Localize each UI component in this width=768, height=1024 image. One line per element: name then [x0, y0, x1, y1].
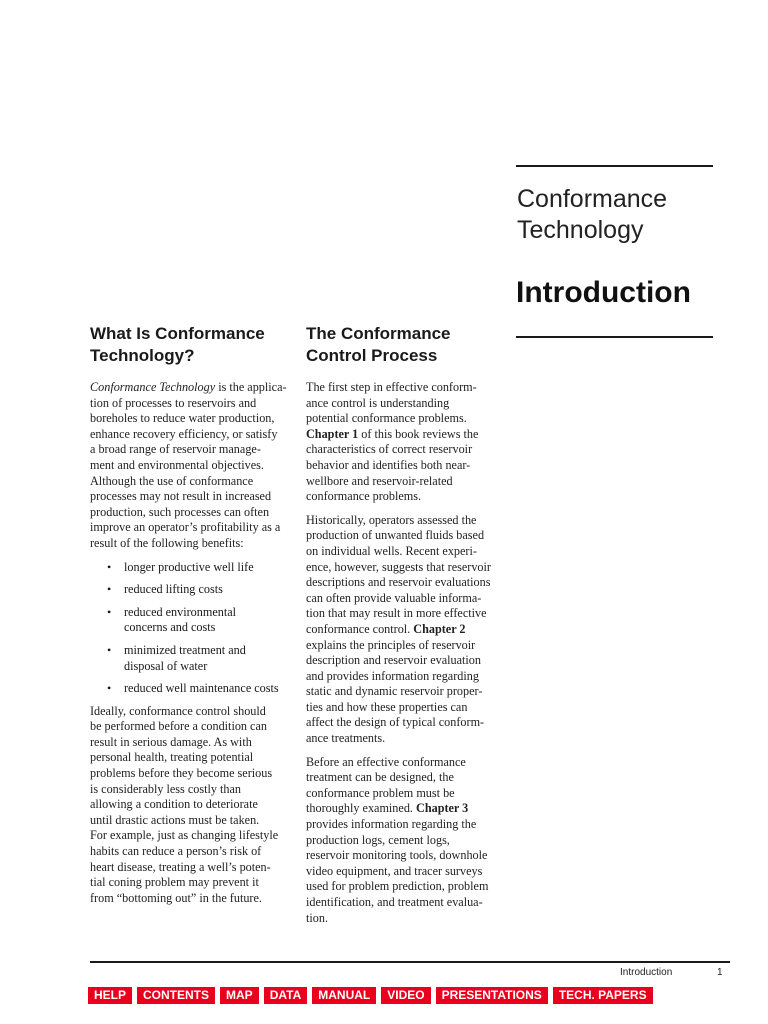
- text-line: ties and how these properties can: [306, 699, 468, 714]
- text-line: conformance control. Chapter 2: [306, 621, 466, 636]
- text-line: Chapter 1 of this book reviews the: [306, 426, 479, 441]
- text-line: enhance recovery efficiency, or satisfy: [90, 426, 278, 441]
- nav-button-map[interactable]: MAP: [220, 987, 259, 1004]
- benefit-text: • longer productive well life: [124, 559, 254, 574]
- text-line: production, such processes can often: [90, 504, 270, 519]
- nav-bar: [88, 987, 653, 1004]
- text-line: For example, just as changing lifestyle: [90, 828, 279, 843]
- right-column: [306, 323, 506, 934]
- text-line: Before an effective conformance: [306, 754, 466, 769]
- header-bottom-rule: [516, 336, 713, 338]
- benefit-item: [124, 560, 290, 576]
- text-line: heart disease, treating a well’s poten-: [90, 859, 271, 874]
- nav-button-presentations[interactable]: PRESENTATIONS: [436, 987, 548, 1004]
- text-line: result in serious damage. As with: [90, 734, 252, 749]
- text-line: static and dynamic reservoir proper-: [306, 684, 483, 699]
- text-line: The first step in effective conform-: [306, 380, 477, 394]
- benefit-item: [124, 605, 290, 636]
- text-line: processes may not result in increased: [90, 489, 272, 504]
- left-column: [90, 323, 290, 914]
- left-heading: [90, 323, 290, 367]
- left-paragraph-1: [90, 380, 290, 552]
- text-line: tial coning problem may prevent it: [90, 875, 259, 890]
- right-heading-line2: Control Process: [306, 346, 438, 365]
- benefit-item: [124, 681, 290, 697]
- text-line: allowing a condition to deteriorate: [90, 797, 258, 812]
- benefit-item: [124, 582, 290, 598]
- left-heading-line2: Technology?: [90, 346, 195, 365]
- text-line: potential conformance problems.: [306, 411, 467, 426]
- text-line: ence, however, suggests that reservoir: [306, 559, 491, 574]
- text-line: ance control is understanding: [306, 395, 450, 410]
- text-line: habits can reduce a person’s risk of: [90, 844, 262, 859]
- text-line: can often provide valuable informa-: [306, 590, 482, 605]
- benefit-text: • reduced environmental: [124, 604, 237, 619]
- book-title-line1: Conformance: [517, 185, 668, 213]
- text-line: tion.: [306, 910, 329, 925]
- chapter-3-link: Chapter 3: [416, 801, 469, 816]
- nav-button-video[interactable]: VIDEO: [381, 987, 430, 1004]
- header-top-rule: [516, 165, 713, 167]
- nav-button-manual[interactable]: MANUAL: [312, 987, 376, 1004]
- text-line: Historically, operators assessed the: [306, 512, 477, 527]
- text-line: Ideally, conformance control should: [90, 703, 266, 718]
- text-line: be performed before a condition can: [90, 719, 267, 734]
- nav-button-contents[interactable]: CONTENTS: [137, 987, 215, 1004]
- text-line: affect the design of typical conform-: [306, 715, 485, 730]
- benefit-item: [124, 643, 290, 674]
- right-paragraph-2: [306, 513, 506, 747]
- text-line: from “bottoming out” in the future.: [90, 890, 262, 905]
- text-line: explains the principles of reservoir: [306, 637, 476, 652]
- text-line: description and reservoir evaluation: [306, 653, 481, 668]
- right-heading-line1: The Conformance: [306, 324, 451, 343]
- text-line: boreholes to reduce water production,: [90, 411, 275, 426]
- right-heading: [306, 323, 506, 367]
- text-line: tion of processes to reservoirs and: [90, 395, 257, 410]
- text-line: ance treatments.: [306, 731, 386, 746]
- nav-button-data[interactable]: DATA: [264, 987, 308, 1004]
- text-line: characteristics of correct reservoir: [306, 442, 473, 457]
- text-line: video equipment, and tracer surveys: [306, 863, 483, 878]
- benefit-text: • minimized treatment and: [124, 642, 246, 657]
- benefit-text: concerns and costs: [124, 620, 216, 635]
- text-line: conformance problems.: [306, 489, 422, 504]
- text-line: improve an operator’s profitability as a: [90, 520, 281, 535]
- text-line: behavior and identifies both near-: [306, 457, 471, 472]
- chapter-2-link: Chapter 2: [413, 621, 466, 636]
- text-line: conformance problem must be: [306, 785, 455, 800]
- benefit-text: • reduced lifting costs: [124, 582, 223, 597]
- text-line: tion that may result in more effective: [306, 606, 487, 621]
- text-line: descriptions and reservoir evaluations: [306, 575, 491, 590]
- text-line: treatment can be designed, the: [306, 770, 454, 785]
- text-line: used for problem prediction, problem: [306, 879, 489, 894]
- text-line: provides information regarding the: [306, 817, 477, 832]
- text-line: problems before they become serious: [90, 766, 273, 781]
- text-line: a broad range of reservoir manage-: [90, 442, 261, 457]
- text-line: result of the following benefits:: [90, 535, 244, 550]
- nav-button-tech-papers[interactable]: TECH. PAPERS: [553, 987, 653, 1004]
- left-paragraph-2: [90, 704, 290, 907]
- book-title-line2: Technology: [517, 216, 644, 244]
- text-line: Although the use of conformance: [90, 473, 254, 488]
- text-line: identification, and treatment evalua-: [306, 895, 483, 909]
- text-line: thoroughly examined. Chapter 3: [306, 801, 469, 816]
- benefit-text: disposal of water: [124, 658, 208, 673]
- section-title: Introduction: [516, 276, 691, 309]
- benefit-text: • reduced well maintenance costs: [124, 681, 279, 696]
- footer-section-label: Introduction: [620, 967, 673, 978]
- term-italic: Conformance Technology: [90, 380, 216, 394]
- text-line: on individual wells. Recent experi-: [306, 543, 477, 558]
- text-line: production logs, cement logs,: [306, 832, 450, 847]
- footer-rule: [90, 961, 730, 963]
- left-heading-line1: What Is Conformance: [90, 324, 265, 343]
- text-line: Conformance Technology is the applica-: [90, 380, 287, 394]
- text-line: personal health, treating potential: [90, 750, 254, 765]
- nav-button-help[interactable]: HELP: [88, 987, 132, 1004]
- text-line: is considerably less costly than: [90, 781, 241, 796]
- text-line: wellbore and reservoir-related: [306, 473, 453, 488]
- right-paragraph-3: [306, 755, 506, 927]
- text-line: and provides information regarding: [306, 668, 479, 683]
- benefits-list: [90, 560, 290, 697]
- text-line: ment and environmental objectives.: [90, 457, 264, 472]
- text-line: reservoir monitoring tools, downhole: [306, 848, 488, 863]
- footer-page-number: 1: [717, 967, 723, 978]
- text-line: production of unwanted fluids based: [306, 528, 485, 543]
- text-line: until drastic actions must be taken.: [90, 812, 260, 827]
- right-paragraph-1: [306, 380, 506, 505]
- chapter-1-link: Chapter 1: [306, 426, 359, 441]
